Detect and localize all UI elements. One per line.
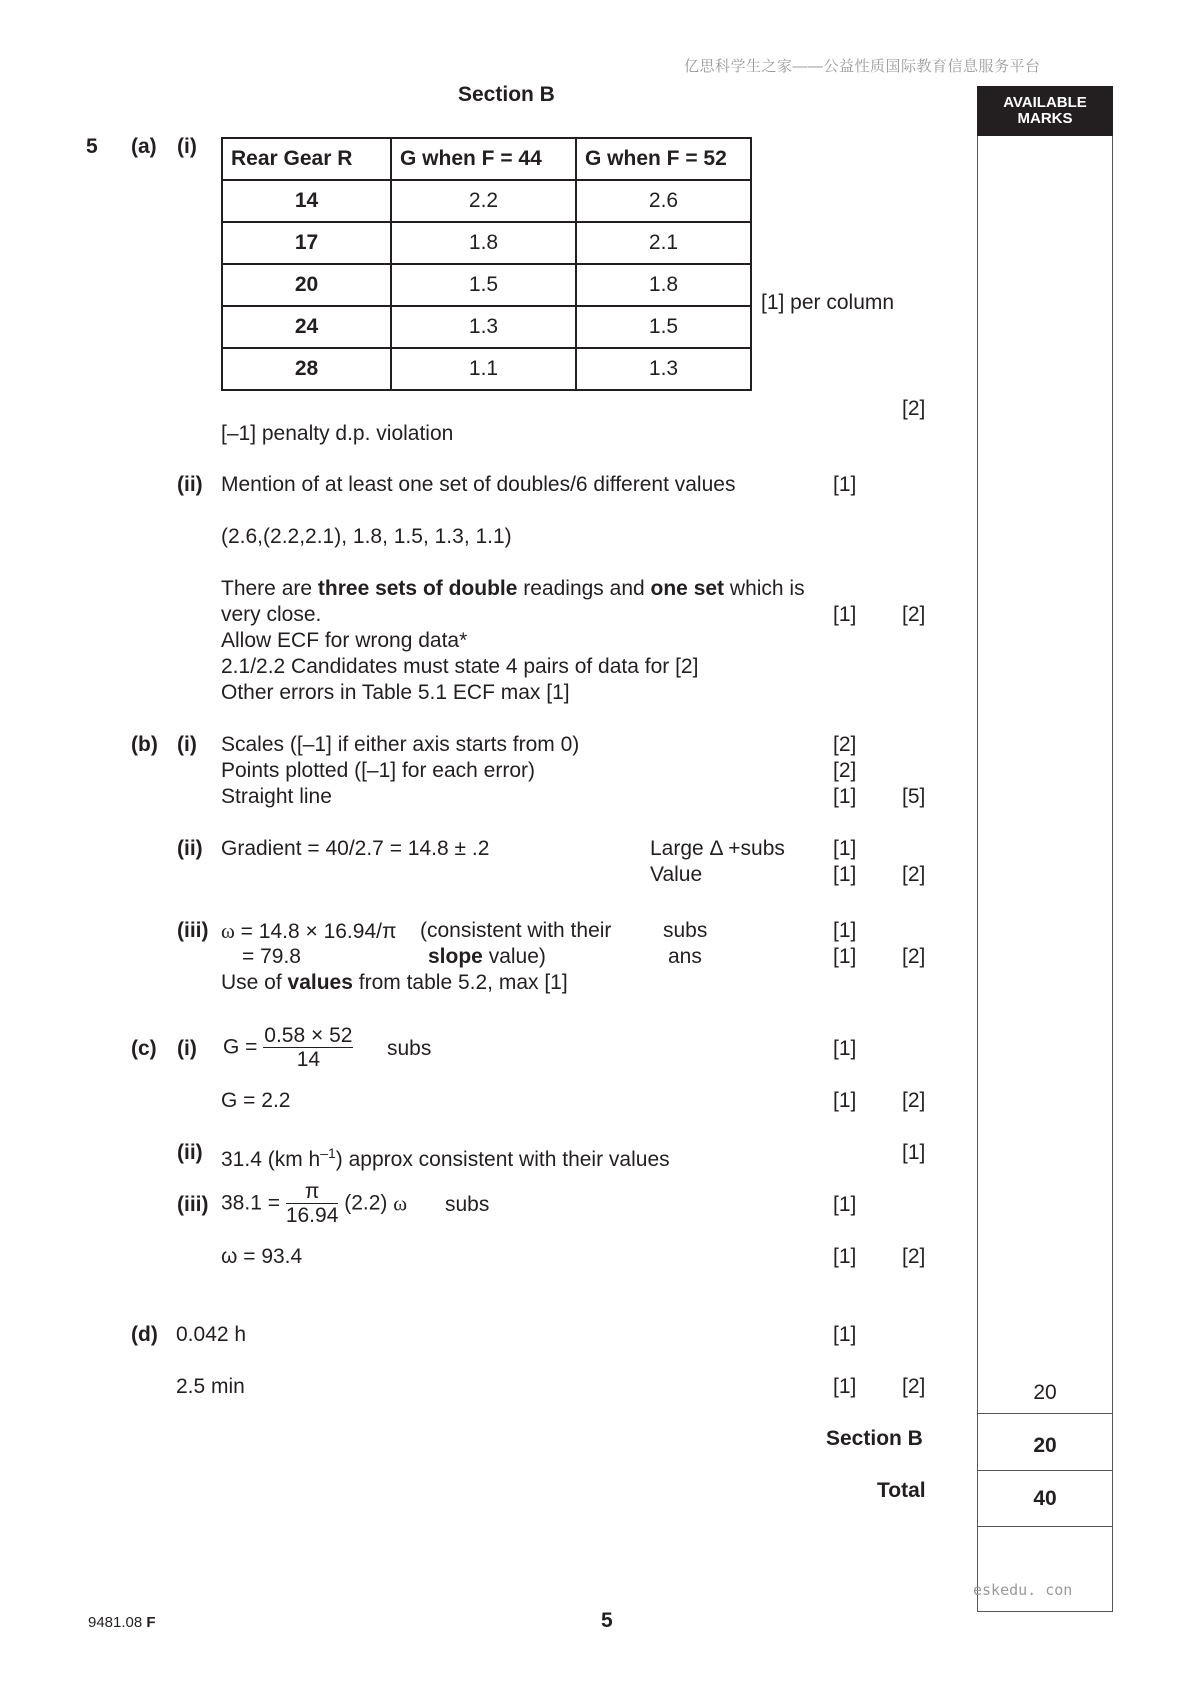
- mark: [1]: [833, 919, 857, 942]
- paper-code: [88, 1614, 156, 1631]
- mark-total: [2]: [902, 863, 926, 886]
- text-run: G =: [223, 1035, 258, 1059]
- table-cell: 28: [222, 348, 391, 390]
- table-cell: 14: [222, 180, 391, 222]
- fraction-numerator: 0.58 × 52: [264, 1024, 353, 1047]
- mark-note: ans: [668, 945, 702, 968]
- subpart-c-i-label: (i): [177, 1037, 197, 1060]
- mark-total: [1]: [902, 1141, 926, 1164]
- gear-ratio-table: [221, 137, 752, 391]
- answer-line: Scales ([–1] if either axis starts from 0): [221, 733, 580, 756]
- table-cell: 24: [222, 306, 391, 348]
- mark-total: [2]: [902, 1375, 926, 1398]
- answer-line: [221, 918, 396, 945]
- answer-line: Straight line: [221, 785, 332, 808]
- omega-symbol: ω: [221, 919, 235, 943]
- available-marks-q5: 20: [1033, 1381, 1057, 1404]
- subpart-c-ii-label: (ii): [177, 1141, 203, 1164]
- section-title: Section B: [458, 83, 555, 106]
- bold-text: F: [146, 1614, 156, 1631]
- page-number: 5: [601, 1609, 613, 1632]
- mark-note: (consistent with their: [420, 919, 612, 942]
- table-header-cell: Rear Gear R: [222, 138, 391, 180]
- available-marks-header: [977, 86, 1113, 136]
- answer-line: very close.: [221, 603, 322, 626]
- section-b-label: Section B: [826, 1427, 923, 1450]
- mark: [1]: [833, 1193, 857, 1216]
- mark: [1]: [833, 473, 857, 496]
- marks-divider: [977, 1470, 1113, 1471]
- watermark-top: 亿思科学生之家——公益性质国际教育信息服务平台: [684, 58, 1041, 75]
- answer-line: [221, 970, 568, 996]
- fraction: [286, 1180, 339, 1227]
- formula-omega: [221, 1180, 407, 1227]
- table-cell: 1.8: [391, 222, 576, 264]
- table-header-row: [222, 138, 751, 180]
- watermark-bottom: eskedu. con: [973, 1581, 1073, 1599]
- answer-line: 0.042 h: [176, 1323, 247, 1346]
- mark-total: [2]: [902, 945, 926, 968]
- text-run: value): [482, 945, 546, 968]
- part-d-label: (d): [131, 1323, 158, 1346]
- answer-line: 2.5 min: [176, 1375, 245, 1398]
- table-cell: 2.2: [391, 180, 576, 222]
- mark: [1]: [833, 1245, 857, 1268]
- table-cell: 2.6: [576, 180, 751, 222]
- mark: [1]: [833, 945, 857, 968]
- text-run: There are: [221, 577, 318, 600]
- bold-text: one set: [650, 577, 725, 600]
- answer-line: G = 2.2: [221, 1089, 291, 1112]
- mark-note: subs: [445, 1193, 490, 1216]
- subpart-c-iii-label: (iii): [177, 1193, 209, 1216]
- mark-total: [2]: [902, 397, 926, 420]
- total-marks: 40: [1033, 1487, 1057, 1510]
- marks-header-line2: MARKS: [1017, 110, 1073, 127]
- mark: [2]: [833, 733, 857, 756]
- answer-line: [221, 1140, 670, 1173]
- table-cell: 17: [222, 222, 391, 264]
- text-run: (2.2): [344, 1191, 388, 1215]
- table-cell: 20: [222, 264, 391, 306]
- text-run: = 14.8 × 16.94/π: [234, 920, 397, 943]
- part-c-label: (c): [131, 1037, 157, 1060]
- table-row: [222, 264, 751, 306]
- table-row: [222, 306, 751, 348]
- section-b-marks: 20: [1033, 1434, 1057, 1457]
- table-cell: 1.3: [391, 306, 576, 348]
- marks-divider: [977, 1526, 1113, 1527]
- answer-line: ω = 93.4: [221, 1245, 303, 1268]
- mark-total: [5]: [902, 785, 926, 808]
- answer-line: Mention of at least one set of doubles/6 different values: [221, 473, 736, 496]
- bold-text: slope: [428, 945, 483, 968]
- fraction-denominator: 14: [296, 1048, 321, 1071]
- fraction-denominator: 16.94: [285, 1204, 339, 1227]
- mark-note: subs: [663, 919, 708, 942]
- subpart-b-ii-label: (ii): [177, 837, 203, 860]
- table-row: [222, 180, 751, 222]
- table-cell: 1.5: [576, 306, 751, 348]
- mark-note: [428, 944, 546, 970]
- bold-text: three sets of double: [317, 577, 518, 600]
- bold-text: values: [287, 971, 353, 994]
- superscript: –1: [320, 1145, 336, 1161]
- mark-total: [2]: [902, 1089, 926, 1112]
- answer-line: = 79.8: [242, 945, 301, 968]
- subpart-b-iii-label: (iii): [177, 919, 209, 942]
- answer-line: Allow ECF for wrong data*: [221, 629, 468, 652]
- text-run: which is: [724, 577, 805, 600]
- text-run: 9481.08: [88, 1614, 143, 1631]
- text-run: Use of: [221, 971, 288, 994]
- omega-symbol: ω: [393, 1191, 408, 1216]
- table-row: [222, 348, 751, 390]
- mark-total: [2]: [902, 603, 926, 626]
- text-run: readings and: [517, 577, 651, 600]
- table-cell: 1.3: [576, 348, 751, 390]
- subpart-a-ii-label: (ii): [177, 473, 203, 496]
- mark: [1]: [833, 863, 857, 886]
- text-run: ) approx consistent with their values: [335, 1148, 670, 1171]
- subpart-b-i-label: (i): [177, 733, 197, 756]
- answer-line: Points plotted ([–1] for each error): [221, 759, 535, 782]
- table-header-cell: G when F = 44: [391, 138, 576, 180]
- subpart-a-i-label: (i): [177, 135, 197, 158]
- text-run: 38.1 =: [221, 1191, 280, 1215]
- table-row: [222, 222, 751, 264]
- answer-line: (2.6,(2.2,2.1), 1.8, 1.5, 1.3, 1.1): [221, 525, 512, 548]
- text-run: 31.4 (km h: [221, 1148, 321, 1171]
- mark: [1]: [833, 1323, 857, 1346]
- mark: [1]: [833, 785, 857, 808]
- fraction: [263, 1024, 353, 1071]
- table-cell: 2.1: [576, 222, 751, 264]
- question-number: 5: [86, 135, 98, 158]
- formula-g: [223, 1024, 353, 1071]
- part-b-label: (b): [131, 733, 158, 756]
- mark-total: [2]: [902, 1245, 926, 1268]
- mark: [1]: [833, 837, 857, 860]
- table-cell: 1.8: [576, 264, 751, 306]
- mark: [1]: [833, 1089, 857, 1112]
- table-cell: 1.5: [391, 264, 576, 306]
- mark-note: subs: [387, 1037, 432, 1060]
- part-a-label: (a): [131, 135, 157, 158]
- fraction-numerator: π: [286, 1180, 339, 1204]
- text-run: from table 5.2, max [1]: [352, 971, 568, 994]
- marks-header-line1: AVAILABLE: [1003, 94, 1087, 111]
- mark: [1]: [833, 603, 857, 626]
- answer-line: Gradient = 40/2.7 = 14.8 ± .2: [221, 837, 490, 860]
- mark: [1]: [833, 1037, 857, 1060]
- per-column-note: [1] per column: [761, 291, 895, 314]
- mark-note: Large Δ +subs: [650, 837, 785, 860]
- answer-line: Other errors in Table 5.1 ECF max [1]: [221, 681, 570, 704]
- total-label: Total: [877, 1479, 926, 1502]
- mark: [1]: [833, 1375, 857, 1398]
- answer-line: 2.1/2.2 Candidates must state 4 pairs of data for [2]: [221, 655, 699, 678]
- answer-line: [221, 576, 805, 602]
- marks-divider: [977, 1413, 1113, 1414]
- penalty-note: [–1] penalty d.p. violation: [221, 422, 454, 445]
- mark: [2]: [833, 759, 857, 782]
- table-cell: 1.1: [391, 348, 576, 390]
- mark-note: Value: [650, 863, 703, 886]
- table-header-cell: G when F = 52: [576, 138, 751, 180]
